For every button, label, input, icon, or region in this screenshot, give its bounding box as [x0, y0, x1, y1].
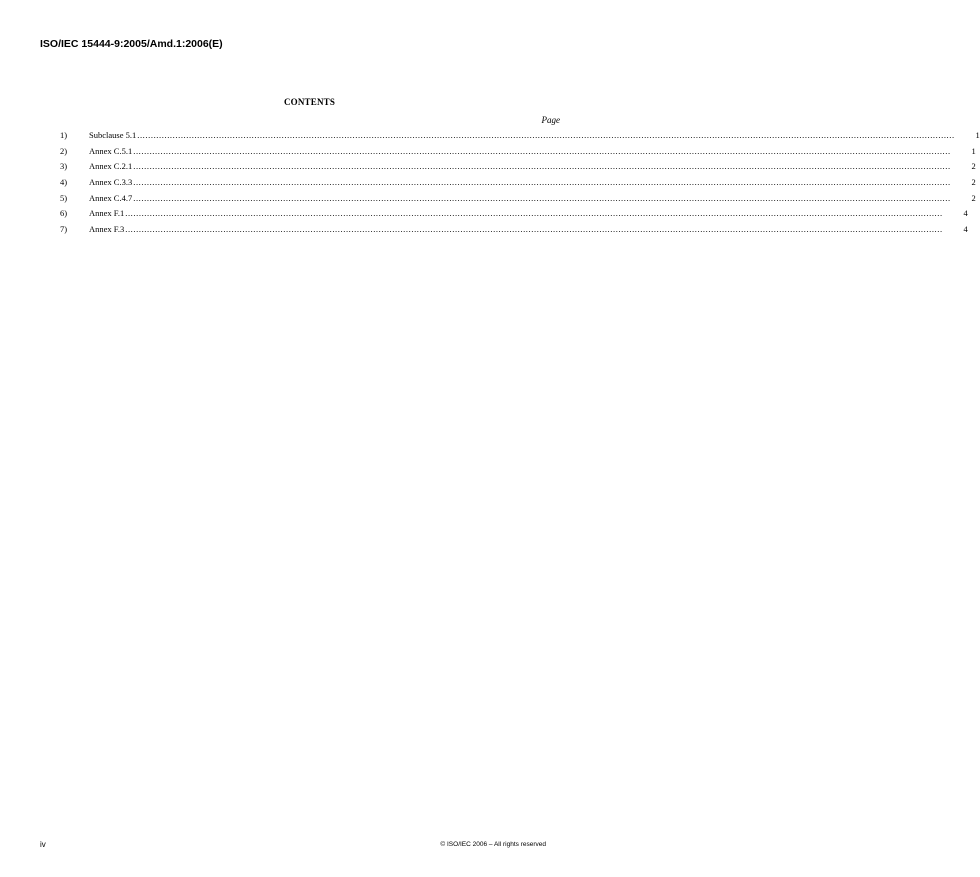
toc-entry[interactable] [60, 145, 976, 162]
toc-entry[interactable] [60, 130, 980, 146]
toc-entry-title[interactable]: Annex C.2.1 [89, 161, 133, 172]
toc-dot-leader: ............................................................................................................................................................................................................................................................................................................ [125, 224, 943, 235]
toc-entry-title[interactable]: Annex C.3.3 [89, 177, 133, 188]
toc-entry-title[interactable]: Annex F.1 [89, 208, 125, 219]
toc-entry[interactable] [60, 192, 976, 209]
toc-entry[interactable] [60, 224, 968, 240]
footer-page-number: iv [40, 840, 46, 849]
toc-entry-page[interactable]: 4 [963, 208, 968, 219]
table-of-contents [60, 130, 980, 240]
toc-entry-number: 4) [60, 177, 68, 188]
toc-entry-page[interactable]: 1 [975, 130, 980, 140]
toc-dot-leader: ............................................................................................................................................................................................................................................................................................................ [133, 161, 951, 172]
toc-entry-number: 2) [60, 145, 68, 156]
toc-entry-title[interactable]: Annex C.5.1 [89, 145, 133, 156]
toc-entry-page[interactable]: 2 [971, 192, 976, 203]
toc-entry-number: 7) [60, 224, 68, 235]
toc-entry-title[interactable]: Annex C.4.7 [89, 192, 133, 203]
toc-entry-page[interactable]: 4 [963, 224, 968, 235]
document-header-reference: ISO/IEC 15444-9:2005/Amd.1:2006(E) [40, 38, 223, 50]
toc-entry-page[interactable]: 2 [971, 177, 976, 188]
contents-title: CONTENTS [283, 97, 336, 107]
toc-entry-number: 5) [60, 192, 68, 203]
toc-dot-leader: ............................................................................................................................................................................................................................................................................................................ [125, 208, 943, 219]
toc-dot-leader: ............................................................................................................................................................................................................................................................................................................ [133, 192, 951, 203]
toc-entry-number: 1) [60, 130, 68, 140]
toc-dot-leader: ............................................................................................................................................................................................................................................................................................................ [133, 177, 951, 188]
toc-entry-page[interactable]: 1 [971, 145, 976, 156]
toc-entry-page[interactable]: 2 [971, 161, 976, 172]
footer-copyright: © ISO/IEC 2006 – All rights reserved [440, 841, 546, 848]
toc-entry[interactable] [60, 161, 976, 177]
toc-entry-title[interactable]: Subclause 5.1 [89, 130, 137, 140]
toc-dot-leader: ............................................................................................................................................................................................................................................................................................................ [133, 145, 951, 156]
toc-entry-number: 3) [60, 161, 68, 172]
page-column-heading: Page [541, 115, 560, 125]
toc-entry-title[interactable]: Annex F.3 [89, 224, 125, 235]
toc-dot-leader: ............................................................................................................................................................................................................................................................................................................ [137, 130, 955, 140]
toc-entry[interactable] [60, 177, 976, 193]
toc-entry[interactable] [60, 208, 968, 224]
toc-entry-number: 6) [60, 208, 68, 219]
